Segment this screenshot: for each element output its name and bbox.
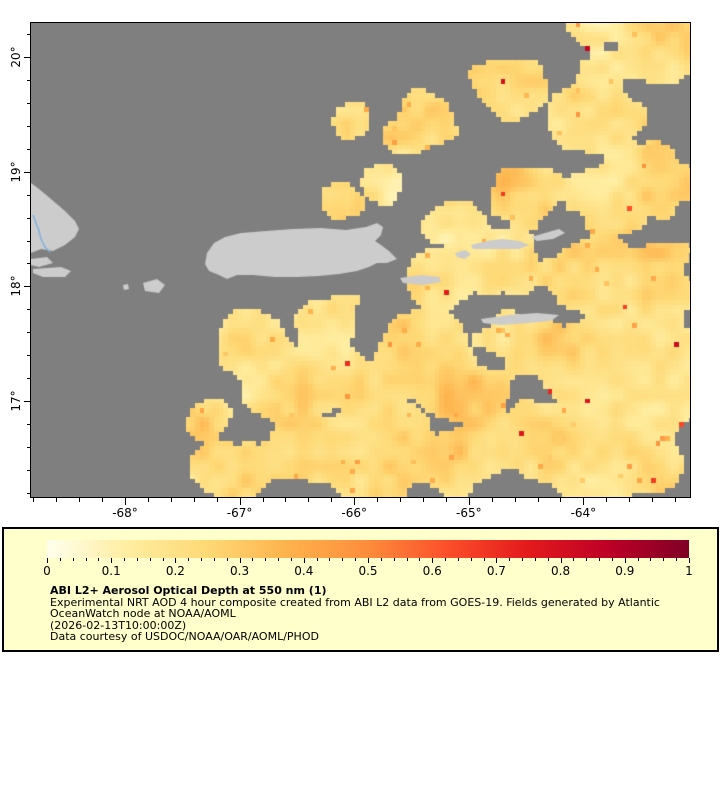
- lat-minor-tick: [27, 332, 31, 333]
- colorbar-minor-tick: [291, 558, 292, 561]
- colorbar-minor-tick: [522, 558, 523, 561]
- map-frame: [30, 22, 691, 498]
- colorbar-minor-tick: [150, 558, 151, 561]
- colorbar-minor-tick: [599, 558, 600, 561]
- lat-major-tick: [24, 401, 31, 402]
- colorbar-minor-tick: [329, 558, 330, 561]
- lon-minor-tick: [606, 498, 607, 502]
- lon-minor-tick: [285, 498, 286, 502]
- colorbar-minor-tick: [573, 558, 574, 561]
- lon-minor-tick: [148, 498, 149, 502]
- legend-box: [2, 527, 719, 652]
- colorbar-tick-label: 0.3: [230, 564, 250, 578]
- colorbar-minor-tick: [60, 558, 61, 561]
- lon-tick-label: -68°: [112, 506, 138, 520]
- colorbar-minor-tick: [73, 558, 74, 561]
- lon-major-tick: [469, 498, 470, 505]
- lon-minor-tick: [629, 498, 630, 502]
- colorbar-minor-tick: [407, 558, 408, 561]
- colorbar-tick-label: 0.2: [165, 564, 185, 578]
- colorbar-minor-tick: [201, 558, 202, 561]
- lat-minor-tick: [27, 309, 31, 310]
- lat-minor-tick: [27, 470, 31, 471]
- colorbar-major-tick: [240, 558, 241, 563]
- colorbar-tick-label: 0.1: [101, 564, 121, 578]
- lon-minor-tick: [171, 498, 172, 502]
- lat-minor-tick: [27, 493, 31, 494]
- lat-minor-tick: [27, 218, 31, 219]
- colorbar-tick-label: 0.8: [551, 564, 571, 578]
- lon-minor-tick: [538, 498, 539, 502]
- legend-description-line1: Experimental NRT AOD 4 hour composite created from ABI L2 data from GOES-19. Fields generated by Atlantic: [50, 595, 660, 609]
- colorbar-major-tick: [689, 558, 690, 563]
- colorbar-minor-tick: [98, 558, 99, 561]
- lon-major-tick: [354, 498, 355, 505]
- colorbar-minor-tick: [650, 558, 651, 561]
- colorbar-major-tick: [47, 558, 48, 563]
- colorbar-major-tick: [175, 558, 176, 563]
- colorbar-minor-tick: [278, 558, 279, 561]
- lon-minor-tick: [515, 498, 516, 502]
- lon-minor-tick: [652, 498, 653, 502]
- colorbar-major-tick: [368, 558, 369, 563]
- lon-minor-tick: [217, 498, 218, 502]
- colorbar-major-tick: [304, 558, 305, 563]
- lon-minor-tick: [102, 498, 103, 502]
- lat-major-tick: [24, 286, 31, 287]
- colorbar-tick-label: 0.9: [615, 564, 635, 578]
- lon-minor-tick: [308, 498, 309, 502]
- colorbar-minor-tick: [163, 558, 164, 561]
- colorbar-minor-tick: [484, 558, 485, 561]
- map-canvas: [31, 23, 690, 497]
- colorbar-minor-tick: [124, 558, 125, 561]
- lon-minor-tick: [263, 498, 264, 502]
- legend-text-block: [50, 585, 700, 643]
- colorbar-minor-tick: [355, 558, 356, 561]
- lon-minor-tick: [194, 498, 195, 502]
- lon-minor-tick: [33, 498, 34, 502]
- colorbar-minor-tick: [458, 558, 459, 561]
- colorbar-major-tick: [496, 558, 497, 563]
- colorbar-minor-tick: [676, 558, 677, 561]
- lat-minor-tick: [27, 103, 31, 104]
- colorbar-minor-tick: [188, 558, 189, 561]
- colorbar-tick-label: 0.4: [294, 564, 314, 578]
- colorbar-minor-tick: [214, 558, 215, 561]
- colorbar-major-tick: [432, 558, 433, 563]
- lon-minor-tick: [79, 498, 80, 502]
- lon-minor-tick: [56, 498, 57, 502]
- colorbar-minor-tick: [445, 558, 446, 561]
- colorbar-minor-tick: [265, 558, 266, 561]
- legend-title: ABI L2+ Aerosol Optical Depth at 550 nm (1): [50, 584, 327, 597]
- lat-minor-tick: [27, 80, 31, 81]
- lon-minor-tick: [492, 498, 493, 502]
- colorbar-minor-tick: [548, 558, 549, 561]
- colorbar-minor-tick: [137, 558, 138, 561]
- colorbar-minor-tick: [612, 558, 613, 561]
- lon-major-tick: [583, 498, 584, 505]
- lat-minor-tick: [27, 355, 31, 356]
- colorbar-major-tick: [625, 558, 626, 563]
- colorbar-major-tick: [561, 558, 562, 563]
- lon-major-tick: [125, 498, 126, 505]
- lon-minor-tick: [675, 498, 676, 502]
- lat-major-tick: [24, 57, 31, 58]
- colorbar-minor-tick: [317, 558, 318, 561]
- lon-tick-label: -67°: [226, 506, 253, 520]
- colorbar-minor-tick: [471, 558, 472, 561]
- lon-major-tick: [240, 498, 241, 505]
- lat-minor-tick: [27, 126, 31, 127]
- colorbar-minor-tick: [86, 558, 87, 561]
- colorbar-gradient: [47, 540, 689, 558]
- lon-minor-tick: [560, 498, 561, 502]
- lat-minor-tick: [27, 149, 31, 150]
- lat-minor-tick: [27, 241, 31, 242]
- lon-tick-label: -64°: [570, 506, 597, 520]
- lat-minor-tick: [27, 378, 31, 379]
- colorbar-minor-tick: [381, 558, 382, 561]
- colorbar-minor-tick: [663, 558, 664, 561]
- lon-tick-label: -65°: [455, 506, 482, 520]
- lat-tick-label: 17°: [9, 390, 23, 412]
- colorbar-minor-tick: [419, 558, 420, 561]
- legend-credit: Data courtesy of USDOC/NOAA/OAR/AOML/PHOD: [50, 630, 319, 643]
- lon-minor-tick: [331, 498, 332, 502]
- lat-minor-tick: [27, 424, 31, 425]
- lon-minor-tick: [377, 498, 378, 502]
- lat-minor-tick: [27, 263, 31, 264]
- lat-minor-tick: [27, 34, 31, 35]
- colorbar-minor-tick: [509, 558, 510, 561]
- lat-tick-label: 20°: [9, 46, 23, 68]
- lat-major-tick: [24, 172, 31, 173]
- colorbar-tick-label: 0: [43, 564, 51, 578]
- legend-description-line2: OceanWatch node at NOAA/AOML: [50, 607, 236, 620]
- legend-timestamp: (2026-02-13T10:00:00Z): [50, 618, 187, 632]
- lat-tick-label: 18°: [9, 275, 23, 297]
- colorbar-minor-tick: [394, 558, 395, 561]
- colorbar-minor-tick: [638, 558, 639, 561]
- colorbar-tick-label: 0.6: [422, 564, 442, 578]
- lat-minor-tick: [27, 447, 31, 448]
- lat-tick-label: 19°: [9, 161, 23, 183]
- lon-tick-label: -66°: [341, 506, 367, 520]
- colorbar-minor-tick: [342, 558, 343, 561]
- lon-minor-tick: [446, 498, 447, 502]
- colorbar-minor-tick: [227, 558, 228, 561]
- colorbar-tick-label: 1: [685, 564, 693, 578]
- colorbar-minor-tick: [586, 558, 587, 561]
- lon-minor-tick: [400, 498, 401, 502]
- colorbar-major-tick: [111, 558, 112, 563]
- colorbar-minor-tick: [252, 558, 253, 561]
- lat-minor-tick: [27, 195, 31, 196]
- colorbar-tick-label: 0.5: [358, 564, 378, 578]
- colorbar-tick-label: 0.7: [486, 564, 506, 578]
- lon-minor-tick: [423, 498, 424, 502]
- colorbar-minor-tick: [535, 558, 536, 561]
